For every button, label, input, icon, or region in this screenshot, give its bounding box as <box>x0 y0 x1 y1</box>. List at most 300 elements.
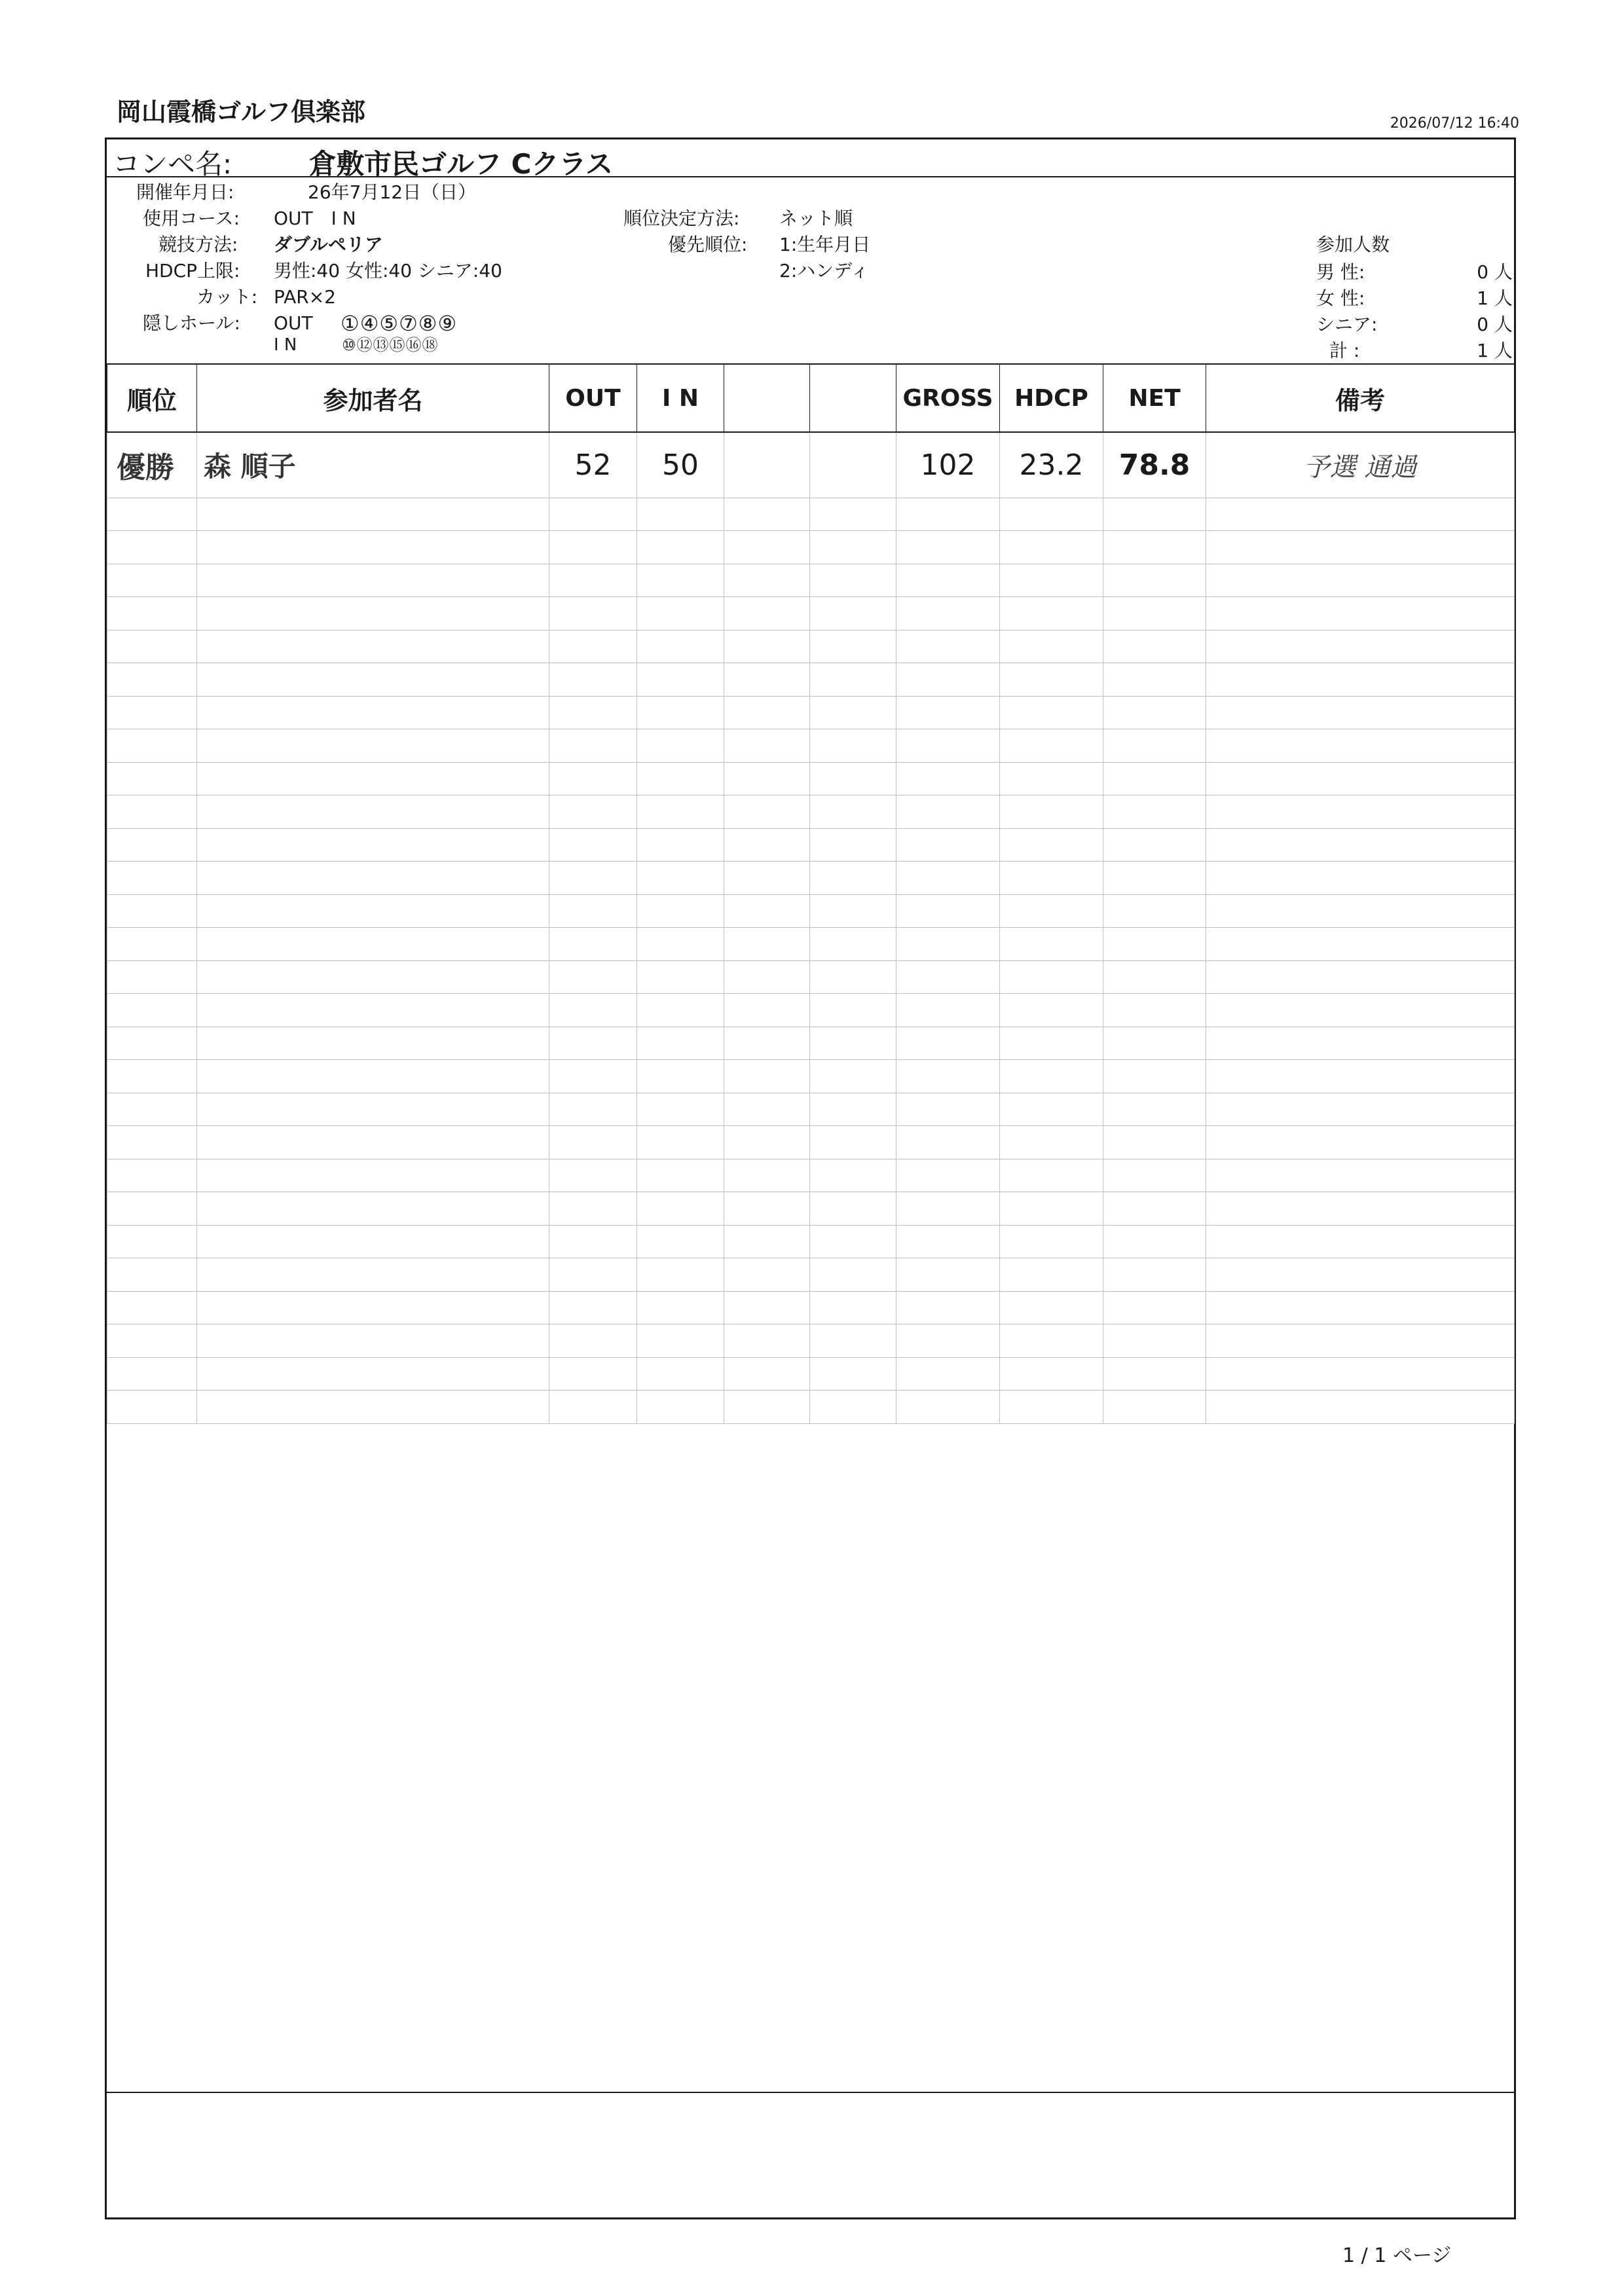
empty-cell <box>724 1324 810 1358</box>
empty-cell <box>107 862 197 895</box>
empty-cell <box>1000 1159 1103 1192</box>
empty-cell <box>549 1225 637 1258</box>
empty-cell <box>896 663 1000 697</box>
empty-table-row <box>107 498 1515 531</box>
empty-table-row <box>107 828 1515 862</box>
empty-cell <box>810 894 896 928</box>
empty-cell <box>197 1357 549 1391</box>
empty-cell <box>1206 663 1515 697</box>
empty-cell <box>197 1324 549 1358</box>
empty-cell <box>1206 729 1515 763</box>
empty-cell <box>1206 597 1515 630</box>
empty-table-row <box>107 1060 1515 1093</box>
empty-cell <box>810 498 896 531</box>
empty-cell <box>724 894 810 928</box>
empty-cell <box>1000 498 1103 531</box>
empty-cell <box>1103 994 1206 1027</box>
empty-cell <box>107 1324 197 1358</box>
empty-cell <box>724 1291 810 1324</box>
empty-cell <box>637 1291 724 1324</box>
empty-cell <box>107 1060 197 1093</box>
empty-cell <box>724 762 810 795</box>
count-total-label: 計 : <box>1329 340 1360 361</box>
empty-cell <box>1000 1126 1103 1159</box>
participants-title: 参加人数 <box>1316 234 1390 255</box>
empty-cell <box>896 795 1000 829</box>
empty-cell <box>107 564 197 597</box>
empty-cell <box>724 1159 810 1192</box>
empty-cell <box>197 828 549 862</box>
empty-cell <box>896 597 1000 630</box>
empty-cell <box>549 498 637 531</box>
empty-cell <box>107 1027 197 1060</box>
empty-cell <box>810 1258 896 1292</box>
empty-cell <box>637 1225 724 1258</box>
cell-in: 50 <box>637 432 724 498</box>
empty-cell <box>810 564 896 597</box>
empty-cell <box>896 1291 1000 1324</box>
empty-cell <box>1206 1060 1515 1093</box>
empty-cell <box>896 1324 1000 1358</box>
empty-cell <box>549 630 637 663</box>
empty-table-row <box>107 928 1515 961</box>
empty-cell <box>1103 1324 1206 1358</box>
rank-method-value: ネット順 <box>779 208 853 229</box>
empty-cell <box>1206 1391 1515 1424</box>
empty-cell <box>1000 630 1103 663</box>
cut-label: カット: <box>196 286 258 308</box>
empty-cell <box>724 1093 810 1126</box>
empty-cell <box>549 960 637 994</box>
empty-cell <box>637 1060 724 1093</box>
empty-cell <box>896 531 1000 564</box>
empty-cell <box>1000 1258 1103 1292</box>
empty-cell <box>724 630 810 663</box>
count-total-value: 1 人 <box>1477 340 1513 361</box>
empty-cell <box>1103 531 1206 564</box>
empty-cell <box>197 1258 549 1292</box>
empty-cell <box>1206 1192 1515 1226</box>
empty-cell <box>197 564 549 597</box>
empty-table-row <box>107 1192 1515 1226</box>
empty-cell <box>1000 696 1103 729</box>
header-rank: 順位 <box>107 364 197 432</box>
empty-cell <box>810 1357 896 1391</box>
cell-out: 52 <box>549 432 637 498</box>
empty-cell <box>1206 960 1515 994</box>
results-table <box>107 363 1515 1424</box>
empty-cell <box>896 862 1000 895</box>
empty-cell <box>1206 1291 1515 1324</box>
empty-cell <box>637 630 724 663</box>
table-header-row <box>107 364 1515 432</box>
empty-cell <box>549 862 637 895</box>
empty-cell <box>197 663 549 697</box>
empty-cell <box>197 1291 549 1324</box>
empty-cell <box>637 1258 724 1292</box>
cell-blank-2 <box>810 432 896 498</box>
empty-cell <box>896 1258 1000 1292</box>
empty-cell <box>1206 564 1515 597</box>
priority-label: 優先順位: <box>668 234 748 255</box>
empty-cell <box>724 1258 810 1292</box>
empty-cell <box>896 1027 1000 1060</box>
empty-cell <box>107 828 197 862</box>
priority-1: 1:生年月日 <box>779 234 871 255</box>
empty-cell <box>549 1060 637 1093</box>
empty-cell <box>1103 564 1206 597</box>
empty-cell <box>1206 1027 1515 1060</box>
empty-cell <box>637 1324 724 1358</box>
printed-timestamp: 2026/07/12 16:40 <box>1390 115 1519 132</box>
empty-cell <box>1103 1258 1206 1292</box>
empty-cell <box>107 762 197 795</box>
empty-table-row <box>107 994 1515 1027</box>
empty-cell <box>1000 1324 1103 1358</box>
empty-cell <box>896 1391 1000 1424</box>
empty-cell <box>107 729 197 763</box>
hidden-out-label: OUT <box>274 312 313 334</box>
empty-cell <box>197 1159 549 1192</box>
empty-cell <box>810 1225 896 1258</box>
empty-cell <box>1000 1391 1103 1424</box>
empty-cell <box>637 696 724 729</box>
empty-cell <box>1103 1093 1206 1126</box>
empty-cell <box>724 862 810 895</box>
empty-cell <box>1206 498 1515 531</box>
empty-cell <box>810 1324 896 1358</box>
empty-cell <box>724 597 810 630</box>
empty-cell <box>549 1391 637 1424</box>
empty-cell <box>197 1225 549 1258</box>
empty-cell <box>1000 762 1103 795</box>
empty-cell <box>896 1357 1000 1391</box>
cell-remarks-handwritten: 予選 通過 <box>1206 432 1515 498</box>
empty-table-row <box>107 663 1515 697</box>
empty-cell <box>1206 696 1515 729</box>
empty-cell <box>549 1093 637 1126</box>
empty-cell <box>724 564 810 597</box>
empty-cell <box>197 862 549 895</box>
empty-cell <box>1103 1060 1206 1093</box>
empty-cell <box>1206 1225 1515 1258</box>
empty-cell <box>1103 1391 1206 1424</box>
empty-cell <box>549 663 637 697</box>
empty-table-row <box>107 531 1515 564</box>
empty-cell <box>197 531 549 564</box>
empty-cell <box>896 894 1000 928</box>
empty-cell <box>724 1391 810 1424</box>
empty-table-row <box>107 762 1515 795</box>
empty-cell <box>637 1159 724 1192</box>
priority-2: 2:ハンディ <box>779 260 870 282</box>
empty-cell <box>197 729 549 763</box>
empty-cell <box>1103 762 1206 795</box>
competition-name: 倉敷市民ゴルフ Cクラス <box>309 148 614 180</box>
empty-table-row <box>107 729 1515 763</box>
empty-cell <box>1000 663 1103 697</box>
empty-cell <box>724 498 810 531</box>
empty-cell <box>1103 498 1206 531</box>
empty-cell <box>107 1159 197 1192</box>
empty-table-row <box>107 630 1515 663</box>
empty-cell <box>1103 663 1206 697</box>
empty-cell <box>637 498 724 531</box>
empty-cell <box>1103 795 1206 829</box>
empty-cell <box>549 928 637 961</box>
empty-cell <box>197 630 549 663</box>
empty-cell <box>810 828 896 862</box>
empty-cell <box>1206 795 1515 829</box>
empty-cell <box>810 531 896 564</box>
footer-notes-box <box>107 2092 1514 2219</box>
empty-table-row <box>107 894 1515 928</box>
rank-method-label: 順位決定方法: <box>623 208 740 229</box>
empty-cell <box>1103 928 1206 961</box>
empty-cell <box>1206 1159 1515 1192</box>
empty-cell <box>637 762 724 795</box>
cell-name: 森 順子 <box>197 432 549 498</box>
empty-cell <box>1000 1357 1103 1391</box>
empty-cell <box>1103 1357 1206 1391</box>
empty-cell <box>637 1192 724 1226</box>
course-label: 使用コース: <box>143 208 240 229</box>
empty-cell <box>1103 1027 1206 1060</box>
empty-cell <box>549 1357 637 1391</box>
cell-blank-1 <box>724 432 810 498</box>
date-label: 開催年月日: <box>136 181 234 203</box>
empty-cell <box>197 762 549 795</box>
empty-cell <box>549 1027 637 1060</box>
header-remarks: 備考 <box>1206 364 1515 432</box>
empty-table-row <box>107 696 1515 729</box>
club-name: 岡山霞橋ゴルフ倶楽部 <box>117 98 366 126</box>
empty-cell <box>1103 597 1206 630</box>
empty-cell <box>724 994 810 1027</box>
empty-cell <box>549 1258 637 1292</box>
empty-cell <box>197 498 549 531</box>
empty-cell <box>810 696 896 729</box>
empty-cell <box>637 894 724 928</box>
empty-cell <box>637 862 724 895</box>
count-female-label: 女 性: <box>1316 287 1365 309</box>
empty-cell <box>896 994 1000 1027</box>
empty-cell <box>1103 630 1206 663</box>
empty-cell <box>810 1093 896 1126</box>
empty-cell <box>549 531 637 564</box>
empty-cell <box>107 1391 197 1424</box>
hdcp-value: 男性:40 女性:40 シニア:40 <box>274 260 502 282</box>
empty-cell <box>724 696 810 729</box>
empty-table-row <box>107 862 1515 895</box>
empty-cell <box>197 928 549 961</box>
empty-cell <box>549 1126 637 1159</box>
empty-cell <box>197 994 549 1027</box>
empty-cell <box>896 928 1000 961</box>
empty-cell <box>1206 994 1515 1027</box>
empty-cell <box>637 564 724 597</box>
empty-cell <box>1206 862 1515 895</box>
empty-cell <box>896 498 1000 531</box>
empty-cell <box>896 1060 1000 1093</box>
empty-cell <box>810 630 896 663</box>
empty-cell <box>549 894 637 928</box>
empty-cell <box>810 994 896 1027</box>
empty-cell <box>1000 795 1103 829</box>
empty-cell <box>1103 1126 1206 1159</box>
empty-cell <box>637 729 724 763</box>
count-senior-label: シニア: <box>1316 314 1378 335</box>
empty-cell <box>1206 1357 1515 1391</box>
empty-cell <box>810 1060 896 1093</box>
empty-cell <box>896 960 1000 994</box>
empty-cell <box>549 564 637 597</box>
empty-cell <box>724 1060 810 1093</box>
empty-cell <box>637 531 724 564</box>
empty-cell <box>1000 1192 1103 1226</box>
empty-cell <box>107 894 197 928</box>
empty-cell <box>896 1159 1000 1192</box>
empty-cell <box>549 828 637 862</box>
empty-cell <box>107 1258 197 1292</box>
empty-cell <box>549 1192 637 1226</box>
empty-cell <box>1000 564 1103 597</box>
empty-cell <box>197 696 549 729</box>
empty-cell <box>637 994 724 1027</box>
empty-cell <box>107 1291 197 1324</box>
empty-cell <box>1000 928 1103 961</box>
empty-table-row <box>107 1258 1515 1292</box>
empty-cell <box>637 795 724 829</box>
empty-cell <box>1000 960 1103 994</box>
empty-cell <box>107 663 197 697</box>
empty-cell <box>637 663 724 697</box>
empty-cell <box>810 862 896 895</box>
empty-cell <box>1103 1225 1206 1258</box>
empty-cell <box>1000 531 1103 564</box>
empty-cell <box>1206 828 1515 862</box>
empty-cell <box>724 1225 810 1258</box>
empty-cell <box>810 928 896 961</box>
empty-cell <box>1103 894 1206 928</box>
empty-cell <box>1000 597 1103 630</box>
cell-net: 78.8 <box>1103 432 1206 498</box>
empty-cell <box>197 894 549 928</box>
empty-cell <box>549 1324 637 1358</box>
empty-cell <box>637 960 724 994</box>
empty-cell <box>724 1027 810 1060</box>
empty-cell <box>1103 1192 1206 1226</box>
empty-cell <box>1206 762 1515 795</box>
header-blank-1 <box>724 364 810 432</box>
empty-table-row <box>107 1357 1515 1391</box>
empty-cell <box>724 1357 810 1391</box>
empty-cell <box>810 1159 896 1192</box>
empty-cell <box>197 1060 549 1093</box>
empty-cell <box>1000 1093 1103 1126</box>
hidden-in-label: I N <box>274 335 297 355</box>
empty-cell <box>107 1357 197 1391</box>
empty-cell <box>549 696 637 729</box>
competition-label: コンペ名: <box>113 148 232 180</box>
empty-cell <box>549 597 637 630</box>
empty-cell <box>637 1126 724 1159</box>
empty-table-row <box>107 795 1515 829</box>
empty-cell <box>896 630 1000 663</box>
empty-cell <box>107 960 197 994</box>
empty-cell <box>1103 828 1206 862</box>
method-value: ダブルペリア <box>274 234 383 255</box>
empty-cell <box>637 1027 724 1060</box>
empty-cell <box>1000 1291 1103 1324</box>
empty-cell <box>1000 1027 1103 1060</box>
empty-cell <box>107 1192 197 1226</box>
header-name: 参加者名 <box>197 364 549 432</box>
empty-cell <box>637 1391 724 1424</box>
empty-cell <box>810 729 896 763</box>
empty-cell <box>1000 828 1103 862</box>
cut-value: PAR×2 <box>274 286 336 308</box>
count-male-value: 0 人 <box>1477 261 1513 283</box>
empty-cell <box>896 1192 1000 1226</box>
hidden-holes-label: 隠しホール: <box>143 312 240 334</box>
empty-cell <box>197 1391 549 1424</box>
empty-cell <box>549 994 637 1027</box>
empty-cell <box>810 663 896 697</box>
empty-cell <box>549 1291 637 1324</box>
count-senior-value: 0 人 <box>1477 314 1513 335</box>
empty-table-row <box>107 1391 1515 1424</box>
empty-cell <box>724 663 810 697</box>
empty-cell <box>107 928 197 961</box>
empty-cell <box>1206 531 1515 564</box>
empty-cell <box>1206 1126 1515 1159</box>
empty-cell <box>810 1291 896 1324</box>
empty-cell <box>1103 960 1206 994</box>
course-value: OUT I N <box>274 208 356 229</box>
count-female-value: 1 人 <box>1477 287 1513 309</box>
empty-cell <box>197 1027 549 1060</box>
empty-cell <box>724 1126 810 1159</box>
header-in: I N <box>637 364 724 432</box>
empty-cell <box>197 1192 549 1226</box>
empty-cell <box>1206 1324 1515 1358</box>
empty-cell <box>197 597 549 630</box>
empty-cell <box>1000 729 1103 763</box>
empty-cell <box>810 795 896 829</box>
empty-cell <box>549 795 637 829</box>
header-gross: GROSS <box>896 364 1000 432</box>
empty-table-row <box>107 1225 1515 1258</box>
empty-cell <box>1000 894 1103 928</box>
empty-cell <box>1206 1258 1515 1292</box>
empty-cell <box>810 1126 896 1159</box>
empty-table-row <box>107 1126 1515 1159</box>
empty-cell <box>107 795 197 829</box>
empty-cell <box>724 828 810 862</box>
empty-cell <box>810 597 896 630</box>
empty-cell <box>107 994 197 1027</box>
empty-table-row <box>107 960 1515 994</box>
empty-cell <box>724 795 810 829</box>
page-indicator: 1 / 1 ページ <box>1342 2244 1452 2267</box>
hidden-out-holes: ①④⑤⑦⑧⑨ <box>341 311 458 336</box>
empty-cell <box>1000 1225 1103 1258</box>
cell-gross: 102 <box>896 432 1000 498</box>
empty-cell <box>724 928 810 961</box>
empty-cell <box>1103 696 1206 729</box>
empty-cell <box>1103 862 1206 895</box>
